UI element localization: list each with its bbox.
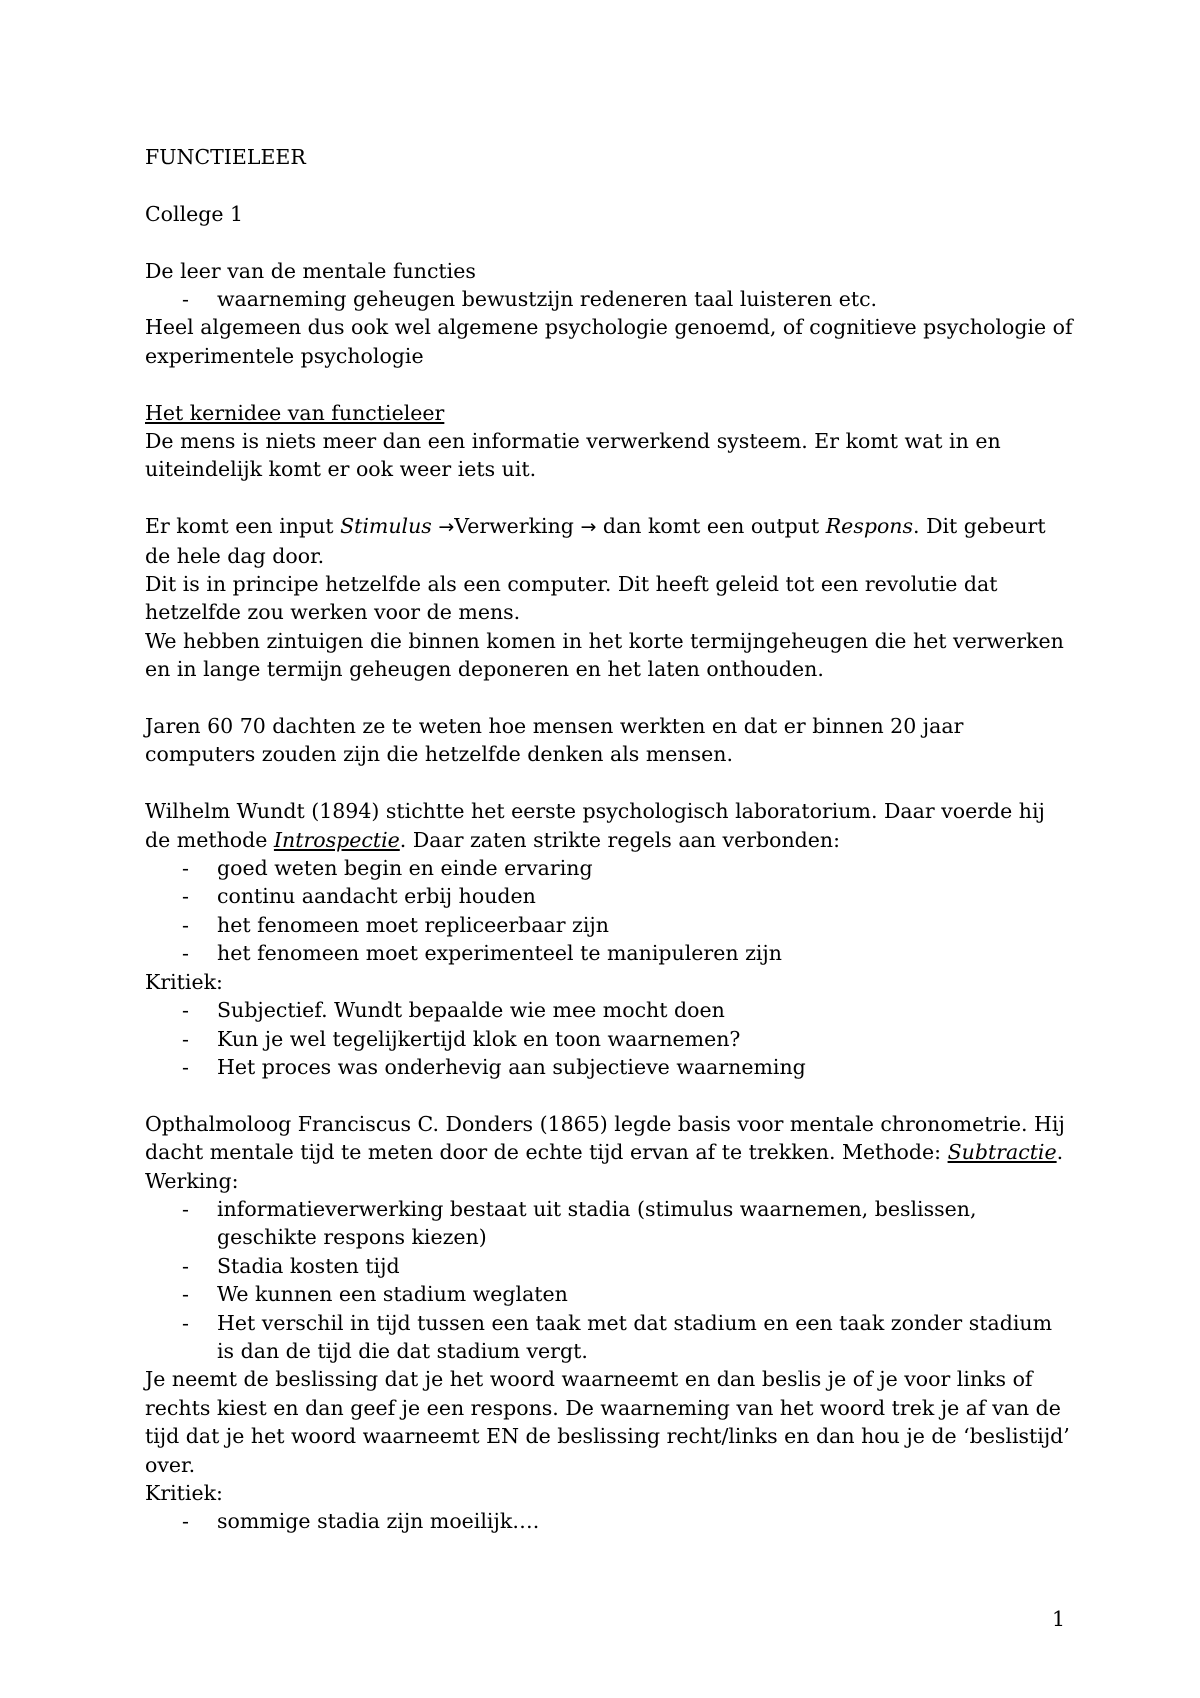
text-run: Opthalmoloog Franciscus C. Donders (1865) legde basis voor mentale chronometrie. Hij dacht mentale tijd te meten door de echte tijd ervan af te trekken. Methode:: [145, 1111, 1065, 1165]
donders-explanation: Je neemt de beslissing dat je het woord waarneemt en dan beslis je of je voor links of rechts kiest en dan geef je een respons. De waarneming van het woord trek je af van de tijd dat je het woord waarneemt EN de beslissing recht/links en dan hou je de ‘beslistijd’ over.: [145, 1367, 1070, 1477]
arrow-right-icon: →: [580, 516, 597, 539]
arrow-right-icon: →: [438, 516, 455, 539]
introspectie-term: Introspectie: [273, 827, 400, 852]
text-run: . Dit gebeurt de hele dag door.: [145, 514, 1046, 568]
kritiek-label: Kritiek:: [145, 1480, 223, 1505]
text-run: Wilhelm Wundt (1894) stichtte het eerste psychologisch laboratorium. Daar voerde hij de methode: [145, 799, 1045, 852]
section-heading-kernidee: Het kernidee van functieleer: [145, 400, 445, 425]
page-number: 1: [1052, 1607, 1066, 1631]
stimulus-term: Stimulus: [340, 514, 432, 539]
intro-line: De leer van de mentale functies: [145, 258, 476, 283]
list-item: - informatieverwerking bestaat uit stadia (stimulus waarnemen, beslissen, geschikte respons kiezen): [145, 1195, 1075, 1252]
wundt-paragraph: [145, 797, 1075, 854]
donders-kritiek-list: [145, 1507, 1075, 1535]
werking-label: Werking:: [145, 1168, 239, 1193]
list-item: - Kun je wel tegelijkertijd klok en toon waarnemen?: [145, 1025, 1075, 1053]
kernidee-paragraph-3: Dit is in principe hetzelfde als een computer. Dit heeft geleid tot een revolutie dat hetzelfde zou werken voor de mens.: [145, 572, 998, 625]
text-run: Verwerking: [454, 514, 581, 539]
list-item: - het fenomeen moet experimenteel te manipuleren zijn: [145, 939, 1075, 967]
wundt-kritiek-list: [145, 996, 1075, 1081]
list-item: - Het proces was onderhevig aan subjectieve waarneming: [145, 1053, 1075, 1081]
jaren-paragraph: Jaren 60 70 dachten ze te weten hoe mensen werkten en dat er binnen 20 jaar computers zouden zijn die hetzelfde denken als mensen.: [145, 714, 964, 767]
list-item: - het fenomeen moet repliceerbaar zijn: [145, 911, 1075, 939]
college-heading: College 1: [145, 201, 244, 226]
text-run: .: [1056, 1140, 1064, 1165]
list-item: - continu aandacht erbij houden: [145, 882, 1075, 910]
text-run: dan komt een output: [596, 514, 826, 539]
intro-list: [145, 285, 1075, 313]
list-item: - Stadia kosten tijd: [145, 1252, 1075, 1280]
donders-paragraph: [145, 1110, 1075, 1167]
intro-paragraph: Heel algemeen dus ook wel algemene psychologie genoemd, of cognitieve psychologie of experimentele psychologie: [145, 315, 1073, 368]
list-item: - sommige stadia zijn moeilijk….: [145, 1507, 1075, 1535]
donders-werking-list: [145, 1195, 1075, 1365]
kernidee-paragraph-4: We hebben zintuigen die binnen komen in het korte termijngeheugen die het verwerken en in lange termijn geheugen deponeren en het laten onthouden.: [145, 628, 1064, 682]
list-item: - We kunnen een stadium weglaten: [145, 1280, 1075, 1308]
text-run: . Daar zaten strikte regels aan verbonden:: [399, 827, 841, 852]
list-item: - Subjectief. Wundt bepaalde wie mee mocht doen: [145, 996, 1075, 1024]
document-body: [145, 143, 1075, 1536]
kritiek-label: Kritiek:: [145, 969, 223, 994]
list-item: - waarneming geheugen bewustzijn redeneren taal luisteren etc.: [145, 285, 1075, 313]
text-run: Er komt een input: [145, 514, 341, 539]
list-item: - Het verschil in tijd tussen een taak met dat stadium en een taak zonder stadium is dan de tijd die dat stadium vergt.: [145, 1309, 1075, 1366]
respons-term: Respons: [825, 514, 914, 539]
kernidee-paragraph-2: [145, 512, 1075, 570]
subtractie-term: Subtractie: [947, 1140, 1057, 1165]
list-item: - goed weten begin en einde ervaring: [145, 854, 1075, 882]
wundt-rules-list: [145, 854, 1075, 968]
kernidee-paragraph-1: De mens is niets meer dan een informatie verwerkend systeem. Er komt wat in en uiteindelijk komt er ook weer iets uit.: [145, 429, 1001, 482]
document-title: FUNCTIELEER: [145, 145, 306, 169]
